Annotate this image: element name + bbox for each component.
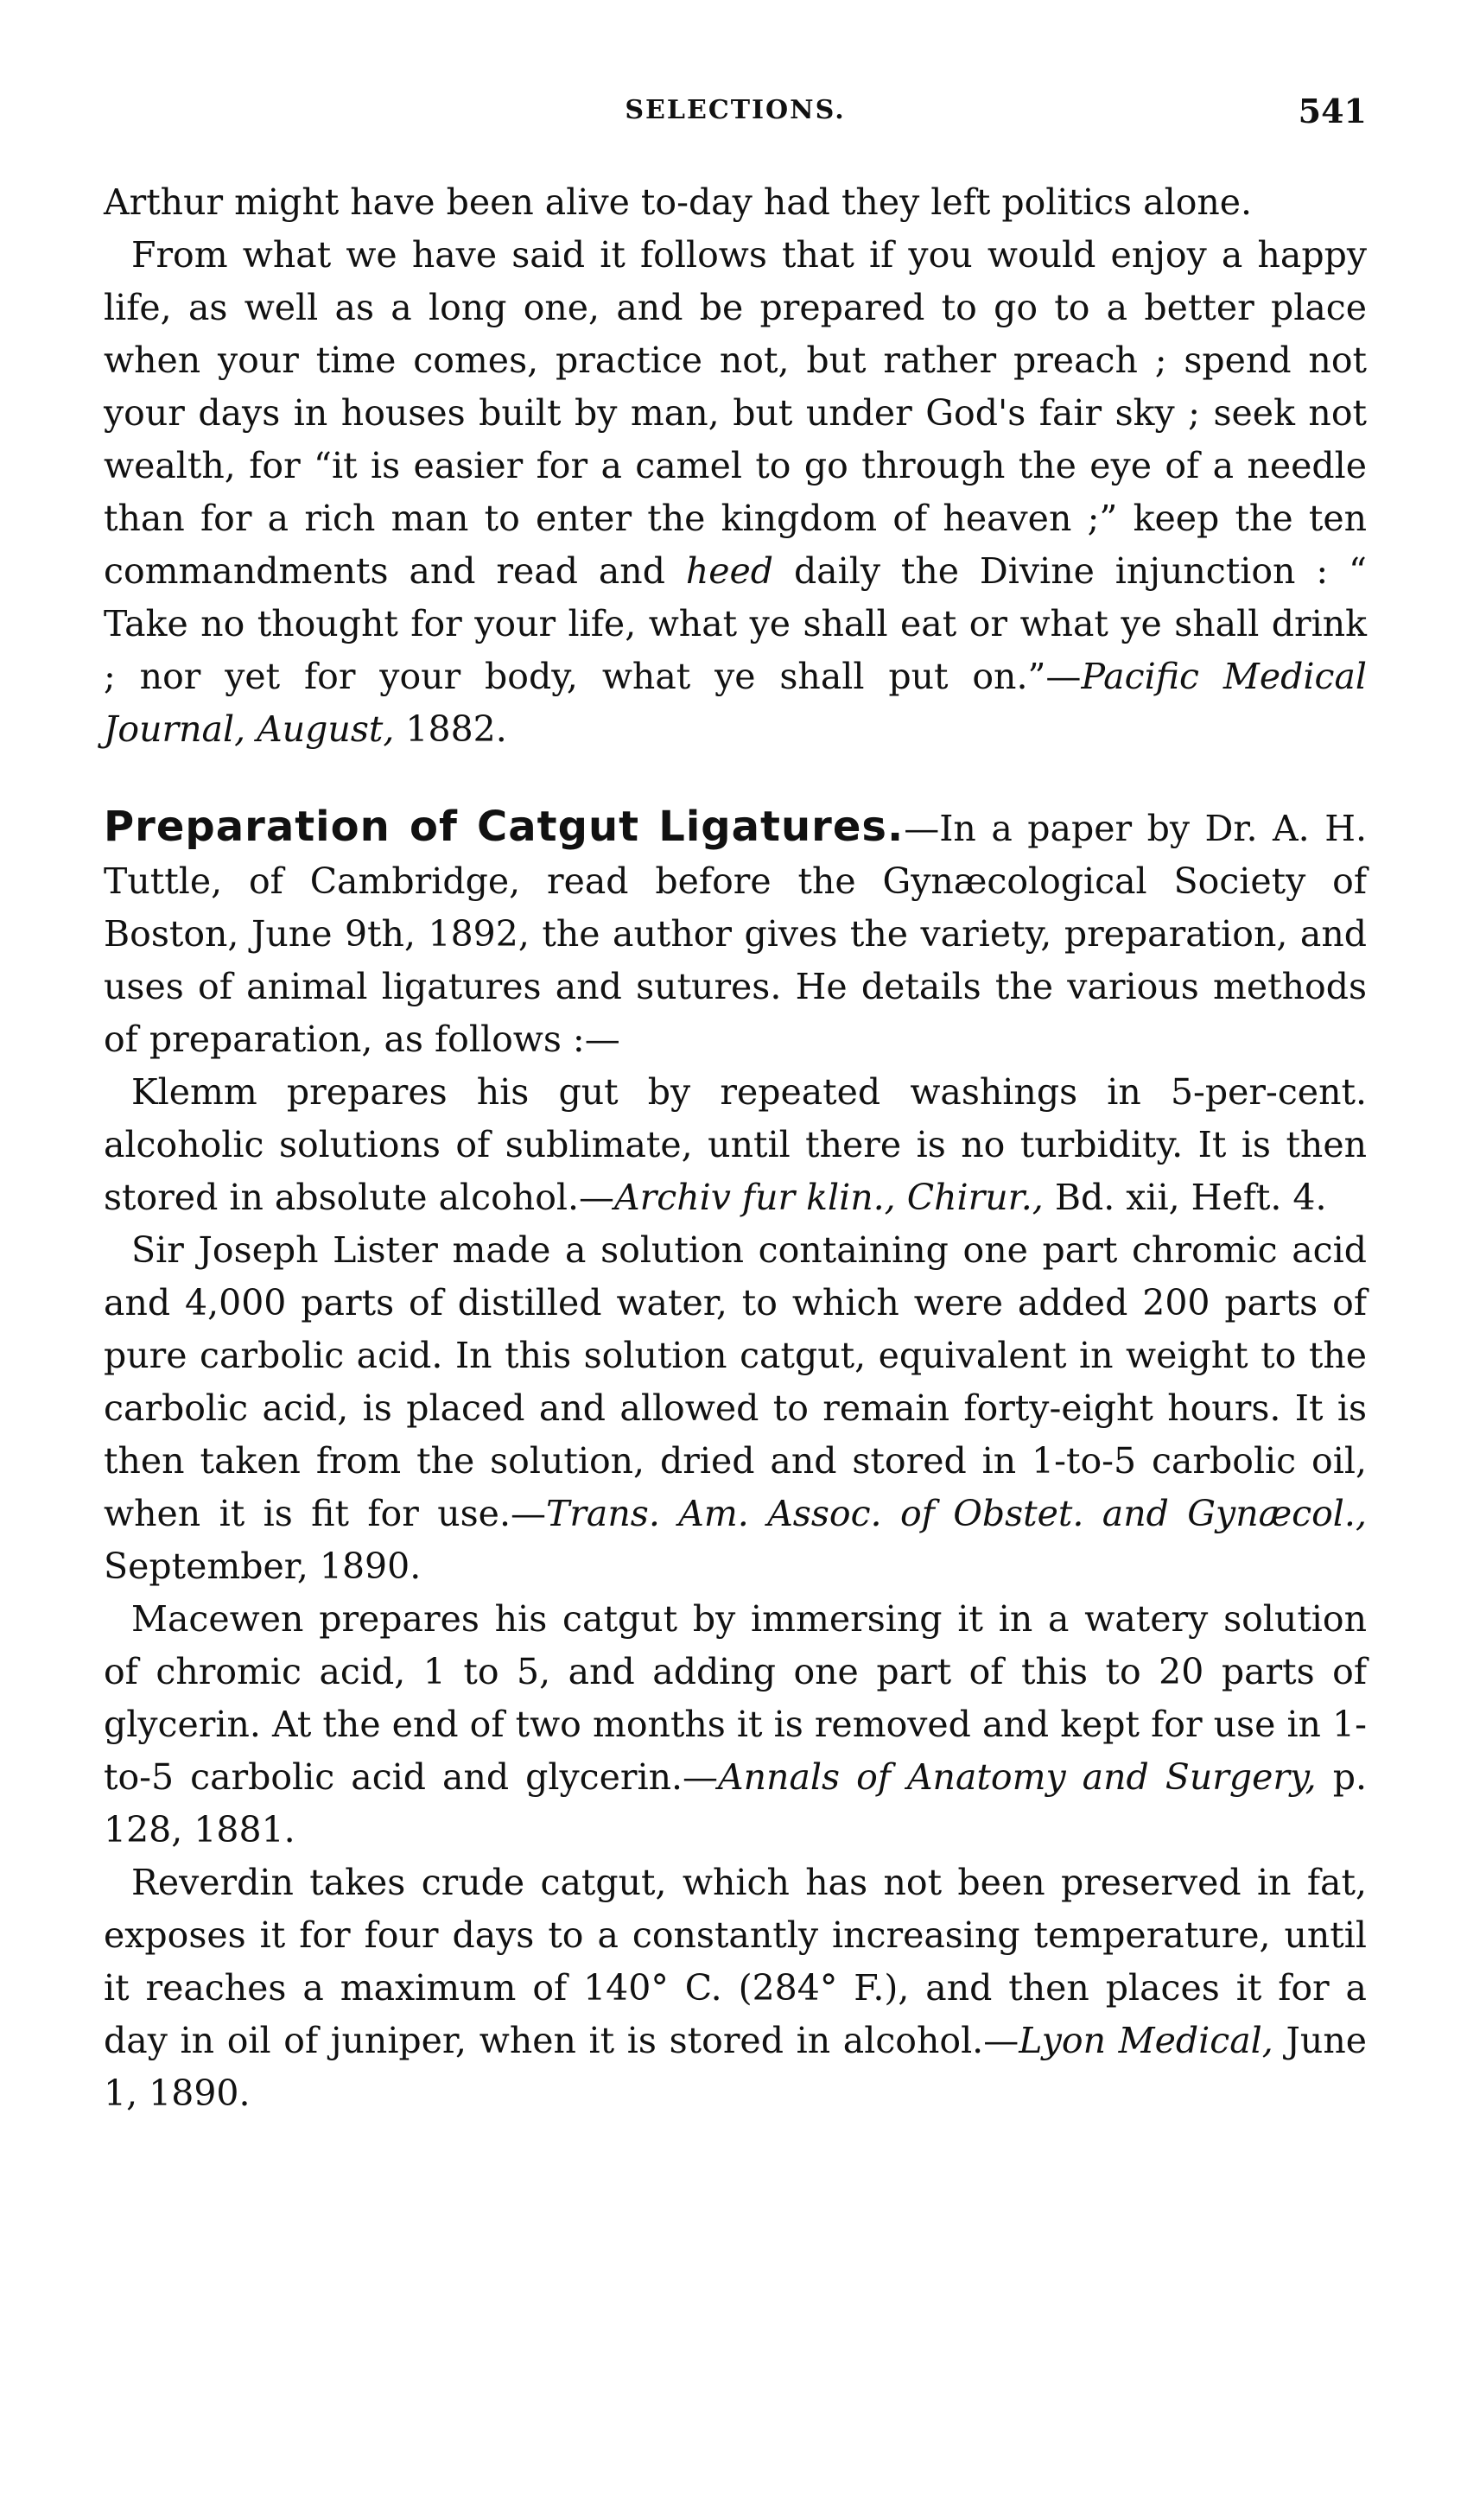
paragraph-text: Sir Joseph Lister made a solution containing one part chromic acid and 4,000 parts of distilled water, to which were added 200 parts of pure carbolic acid. In this solution catgut, equivalent in weight to the carbolic acid, is placed and allowed to remain forty-eight hours. It is then taken from the solution, dried and stored in 1-to-5 carbolic oil, when it is fit for use.— — [104, 1229, 1367, 1534]
citation-detail: September, 1890. — [104, 1546, 422, 1587]
article-body — [104, 176, 1367, 2120]
emphasis-heed: heed — [685, 550, 774, 592]
citation-detail: Bd. xii, Heft. 4. — [1054, 1177, 1327, 1218]
section-intro — [104, 801, 1367, 1066]
paragraph-conclusion — [104, 229, 1367, 756]
citation-detail: p. 128, 1881. — [104, 1756, 1367, 1850]
paragraph-text: From what we have said it follows that if you would enjoy a happy life, as well as a long one, and be prepared to go to a better place when your time comes, practice not, but rather preach ; spend not your days in houses built by man, but under God's fair sky ; seek not wealth, for “it is easier for a camel to go through the eye of a needle than for a rich man to enter the kingdom of heaven ;” keep the ten commandments and read and — [104, 234, 1367, 592]
running-head — [104, 92, 1367, 156]
paragraph-text: Reverdin takes crude catgut, which has not been preserved in fat, exposes it for four days to a constantly increasing temperature, until it reaches a maximum of 140° C. (284° F.), and then places it for a day in oil of juniper, when it is stored in alcohol.— — [104, 1862, 1367, 2061]
page — [104, 92, 1367, 2120]
paragraph-text: —In a paper by Dr. A. H. Tuttle, of Cambridge, read before the Gynæcological Society of Boston, June 9th, 1892, the author gives the variety, preparation, and uses of animal ligatures and sutures. He details the various methods of preparation, as follows :— — [104, 808, 1367, 1060]
paragraph-macewen — [104, 1593, 1367, 1857]
paragraph-text: daily the Divine injunction : “ Take no thought for your life, what ye shall eat or what ye shall drink ; nor yet for your body, what ye shall put on.”— — [104, 550, 1367, 697]
paragraph-continuation — [104, 176, 1367, 229]
running-title: SELECTIONS. — [625, 95, 846, 125]
section-heading: Preparation of Catgut Ligatures. — [104, 803, 905, 851]
citation-year: 1882. — [405, 708, 507, 750]
citation-source: Archiv fur klin., Chirur., — [614, 1177, 1044, 1218]
paragraph-klemm — [104, 1066, 1367, 1224]
paragraph-lister — [104, 1224, 1367, 1593]
paragraph-text: Klemm prepares his gut by repeated washings in 5-per-cent. alcoholic solutions of sublimate, until there is no turbidity. It is then stored in absolute alcohol.— — [104, 1071, 1367, 1218]
paragraph-reverdin — [104, 1857, 1367, 2120]
page-number: 541 — [1298, 92, 1367, 130]
citation-source: Annals of Anatomy and Surgery, — [718, 1756, 1317, 1798]
section-spacer — [104, 756, 1367, 801]
citation-source: Trans. Am. Assoc. of Obstet. and Gynæcol., — [545, 1493, 1367, 1534]
citation-detail: June 1, 1890. — [104, 2020, 1367, 2114]
citation-source: Pacific Medical Journal, August, — [104, 656, 1367, 750]
citation-source: Lyon Medical, — [1019, 2020, 1273, 2061]
paragraph-text: Macewen prepares his catgut by immersing it in a watery solution of chromic acid, 1 to 5, and adding one part of this to 20 parts of glycerin. At the end of two months it is removed and kept for use in 1-to-5 carbolic acid and glycerin.— — [104, 1598, 1367, 1798]
paragraph-text: Arthur might have been alive to-day had they left politics alone. — [104, 181, 1253, 223]
